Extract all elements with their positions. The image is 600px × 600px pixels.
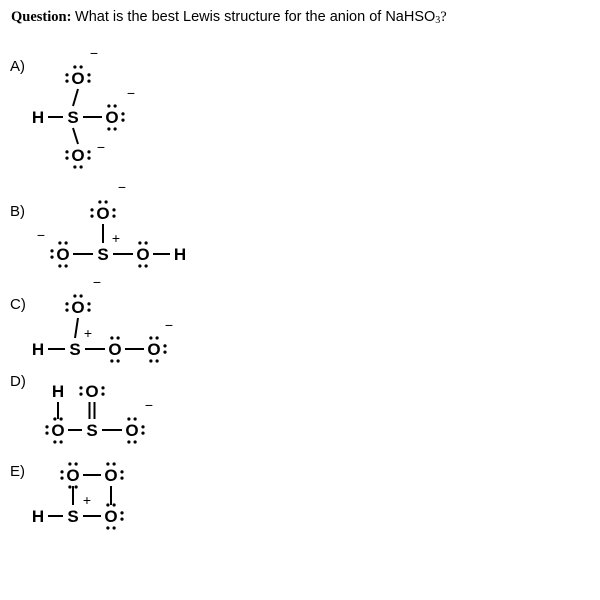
lone-pair-dot (113, 503, 116, 506)
lone-pair-dot (134, 417, 137, 420)
formal-charge: + (82, 492, 92, 508)
lone-pair-dot (68, 462, 71, 465)
lone-pair-dot (80, 294, 83, 297)
single-bond-line (73, 128, 78, 144)
lone-pair-dot (73, 65, 76, 68)
lone-pair-dot (98, 200, 101, 203)
lone-pair-dot (79, 386, 82, 389)
atom-symbol: O (136, 245, 150, 264)
formal-charge: − (36, 227, 46, 243)
lone-pair-dot (106, 503, 109, 506)
lone-pair-dot (112, 208, 115, 211)
option-b (10, 179, 186, 268)
formal-charge: + (83, 325, 93, 341)
lone-pair-dot (65, 73, 68, 76)
lone-pair-dot (117, 359, 120, 362)
lone-pair-dot (87, 157, 90, 160)
lone-pair-dot (127, 417, 130, 420)
atom-symbol: O (85, 382, 99, 401)
formal-charge: − (117, 179, 127, 195)
lone-pair-dot (120, 477, 123, 480)
atom-symbol: H (31, 108, 45, 127)
single-bond-line (73, 89, 78, 106)
lone-pair-dot (60, 477, 63, 480)
lone-pair-dot (90, 208, 93, 211)
lone-pair-dot (107, 127, 110, 130)
lone-pair-dot (127, 440, 130, 443)
lone-pair-dot (87, 73, 90, 76)
atom-symbol: O (104, 466, 118, 485)
lone-pair-dot (110, 359, 113, 362)
atom-symbol: H (31, 340, 45, 359)
lone-pair-dot (65, 264, 68, 267)
option-c (10, 274, 173, 363)
question-subscript: 3 (435, 15, 441, 26)
lone-pair-dot (45, 425, 48, 428)
lone-pair-dot (110, 336, 113, 339)
lone-pair-dot (65, 241, 68, 244)
option-label: C) (10, 296, 26, 313)
lone-pair-dot (156, 359, 159, 362)
formal-charge: − (89, 45, 99, 61)
lone-pair-dot (121, 112, 124, 115)
lone-pair-dot (120, 518, 123, 521)
option-d (10, 373, 153, 444)
lone-pair-dot (50, 249, 53, 252)
lone-pair-dot (60, 470, 63, 473)
lone-pair-dot (101, 393, 104, 396)
lone-pair-dot (75, 462, 78, 465)
formal-charge: − (164, 317, 174, 333)
lone-pair-dot (141, 425, 144, 428)
lone-pair-dot (65, 80, 68, 83)
lone-pair-dot (60, 440, 63, 443)
option-label: E) (10, 463, 25, 480)
lone-pair-dot (156, 336, 159, 339)
lone-pair-dot (149, 336, 152, 339)
lone-pair-dot (58, 264, 61, 267)
lone-pair-dot (65, 150, 68, 153)
formal-charge: − (144, 397, 154, 413)
atom-symbol: O (108, 340, 122, 359)
lone-pair-dot (141, 432, 144, 435)
lone-pair-dot (87, 302, 90, 305)
lone-pair-dot (80, 165, 83, 168)
atom-symbol: S (86, 421, 98, 440)
lone-pair-dot (145, 241, 148, 244)
option-label: A) (10, 58, 25, 75)
atom-symbol: O (66, 466, 80, 485)
atom-symbol: S (67, 108, 79, 127)
lone-pair-dot (106, 462, 109, 465)
formal-charge: + (111, 230, 121, 246)
atom-symbol: O (71, 146, 85, 165)
lone-pair-dot (113, 462, 116, 465)
atom-symbol: O (56, 245, 70, 264)
lone-pair-dot (73, 165, 76, 168)
option-label: D) (10, 373, 26, 390)
lone-pair-dot (87, 80, 90, 83)
lone-pair-dot (68, 485, 71, 488)
lone-pair-dot (90, 215, 93, 218)
lone-pair-dot (138, 264, 141, 267)
formal-charge: − (126, 85, 136, 101)
lone-pair-dot (163, 344, 166, 347)
question-label: Question: (11, 9, 72, 25)
lone-pair-dot (87, 309, 90, 312)
atom-symbol: O (104, 507, 118, 526)
lone-pair-dot (65, 157, 68, 160)
lone-pair-dot (163, 351, 166, 354)
lone-pair-dot (105, 200, 108, 203)
atom-symbol: O (147, 340, 161, 359)
lone-pair-dot (53, 417, 56, 420)
lone-pair-dot (65, 302, 68, 305)
lone-pair-dot (113, 526, 116, 529)
question-end: ? (440, 9, 447, 25)
lone-pair-dot (134, 440, 137, 443)
formal-charge: − (96, 139, 106, 155)
lone-pair-dot (149, 359, 152, 362)
atom-symbol: H (31, 507, 45, 526)
lone-pair-dot (117, 336, 120, 339)
formal-charge: − (92, 274, 102, 290)
lone-pair-dot (87, 150, 90, 153)
atom-symbol: O (71, 69, 85, 88)
atom-symbol: H (51, 382, 65, 401)
atom-symbol: S (67, 507, 79, 526)
lone-pair-dot (120, 511, 123, 514)
lone-pair-dot (45, 432, 48, 435)
lone-pair-dot (75, 485, 78, 488)
lone-pair-dot (60, 417, 63, 420)
lone-pair-dot (107, 104, 110, 107)
atom-symbol: S (97, 245, 109, 264)
atom-symbol: H (173, 245, 187, 264)
lone-pair-dot (114, 127, 117, 130)
option-e (10, 462, 124, 529)
lone-pair-dot (50, 256, 53, 259)
lone-pair-dot (106, 526, 109, 529)
lone-pair-dot (101, 386, 104, 389)
atom-symbol: O (96, 204, 110, 223)
question-body: What is the best Lewis structure for the anion of NaHSO (75, 9, 436, 25)
atom-symbol: O (125, 421, 139, 440)
atom-symbol: S (69, 340, 81, 359)
lone-pair-dot (112, 215, 115, 218)
option-label: B) (10, 203, 25, 220)
lone-pair-dot (138, 241, 141, 244)
lone-pair-dot (73, 294, 76, 297)
lone-pair-dot (145, 264, 148, 267)
lone-pair-dot (114, 104, 117, 107)
atom-symbol: O (51, 421, 65, 440)
single-bond-line (75, 318, 78, 338)
lone-pair-dot (53, 440, 56, 443)
atom-symbol: O (105, 108, 119, 127)
lone-pair-dot (79, 393, 82, 396)
lone-pair-dot (120, 470, 123, 473)
lone-pair-dot (65, 309, 68, 312)
lone-pair-dot (80, 65, 83, 68)
lone-pair-dot (58, 241, 61, 244)
option-a (10, 45, 135, 169)
lone-pair-dot (121, 119, 124, 122)
atom-symbol: O (71, 298, 85, 317)
